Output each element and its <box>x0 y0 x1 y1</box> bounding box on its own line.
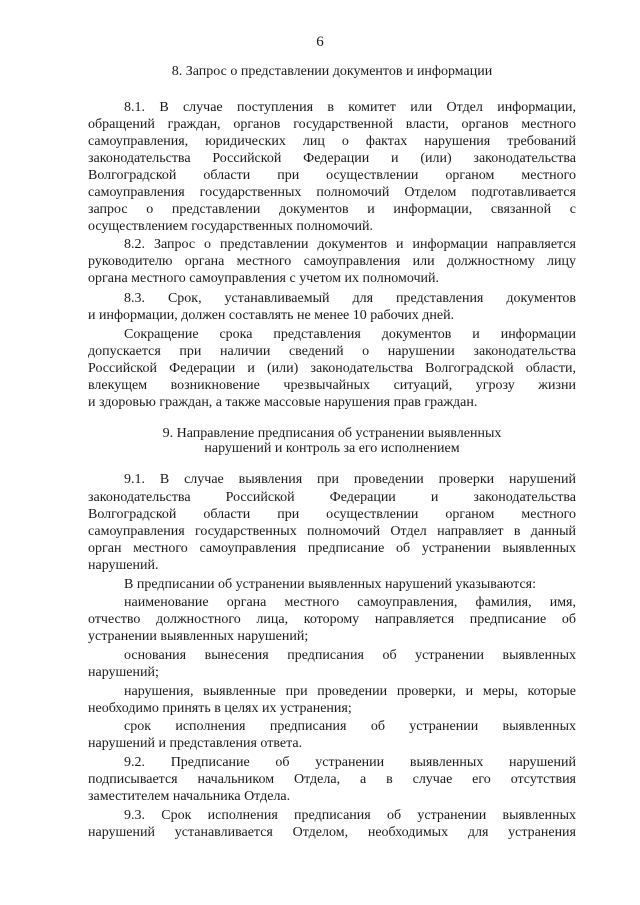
text-line: 9.3. Срок исполнения предписания об устранении выявленных <box>124 808 576 823</box>
text-line: подписывается начальником Отдела, а в случае его отсутствия <box>88 772 576 787</box>
text-line: Волгоградской области при осуществлении органом местного <box>88 507 576 522</box>
text-line: нарушений. <box>88 558 159 573</box>
text-line: самоуправления, юридических лиц о фактах нарушения требований <box>88 134 576 149</box>
text-line: запрос о представлении документов и информации, связанной с <box>88 202 576 217</box>
text-line: 8.3. Срок, устанавливаемый для представления документов <box>124 291 576 306</box>
text-line: 8.2. Запрос о представлении документов и информации направляется <box>124 237 576 252</box>
text-line: основания вынесения предписания об устранении выявленных <box>124 648 576 663</box>
text-line: органа местного самоуправления с учетом их полномочий. <box>88 271 440 286</box>
text-line: заместителем начальника Отдела. <box>88 789 291 804</box>
text-line: нарушения, выявленные при проведении проверки, и меры, которые <box>124 684 576 699</box>
text-line: устранении выявленных нарушений; <box>88 629 309 644</box>
text-line: 9.2. Предписание об устранении выявленных нарушений <box>124 755 576 770</box>
text-line: руководителю органа местного самоуправления или должностному лицу <box>88 254 576 269</box>
page-number: 6 <box>316 34 324 50</box>
text-line: наименование органа местного самоуправления, фамилия, имя, <box>124 595 576 610</box>
text-line: Волгоградской области при осуществлении органом местного <box>88 168 576 183</box>
text-line: Сокращение срока представления документов и информации <box>124 327 576 342</box>
text-line: и здоровью граждан, а также массовые нарушения прав граждан. <box>88 395 478 410</box>
text-line: осуществлением государственных полномочий. <box>88 219 373 234</box>
text-line: обращений граждан, органов государственной власти, органов местного <box>88 117 576 132</box>
text-line: В предписании об устранении выявленных нарушений указываются: <box>124 577 537 592</box>
text-line: самоуправления государственных полномочий Отделом подготавливается <box>88 185 576 200</box>
text-line: отчество должностного лица, которому направляется предписание об <box>88 612 576 627</box>
text-line: срок исполнения предписания об устранении выявленных <box>124 719 576 734</box>
text-line: орган местного самоуправления предписание об устранении выявленных <box>88 541 576 556</box>
text-line: и информации, должен составлять не менее 10 рабочих дней. <box>88 308 455 323</box>
text-line: допускается при наличии сведений о нарушении законодательства <box>88 344 576 359</box>
text-line: влекущем возникновение чрезвычайных ситуаций, угрозу жизни <box>88 378 576 393</box>
text-line: самоуправления государственных полномочий Отдел направляет в данный <box>88 524 576 539</box>
text-line: законодательства Российской Федерации и законодательства <box>88 490 576 505</box>
text-line: 9.1. В случае выявления при проведении проверки нарушений <box>124 472 576 487</box>
section-9-heading-line-1: 9. Направление предписания об устранении выявленных <box>162 426 502 441</box>
section-8-heading: 8. Запрос о представлении документов и информации <box>171 64 493 79</box>
text-line: законодательства Российской Федерации и (или) законодательства <box>88 151 576 166</box>
text-line: 8.1. В случае поступления в комитет или Отдел информации, <box>124 100 576 115</box>
text-line: нарушений устанавливается Отделом, необходимых для устранения <box>88 825 576 840</box>
text-line: необходимо принять в целях их устранения; <box>88 701 352 716</box>
text-line: Российской Федерации и (или) законодательства Волгоградской области, <box>88 361 576 376</box>
text-line: нарушений; <box>88 665 159 680</box>
text-line: нарушений и представления ответа. <box>88 736 303 751</box>
section-9-heading-line-2: нарушений и контроль за его исполнением <box>204 441 460 456</box>
